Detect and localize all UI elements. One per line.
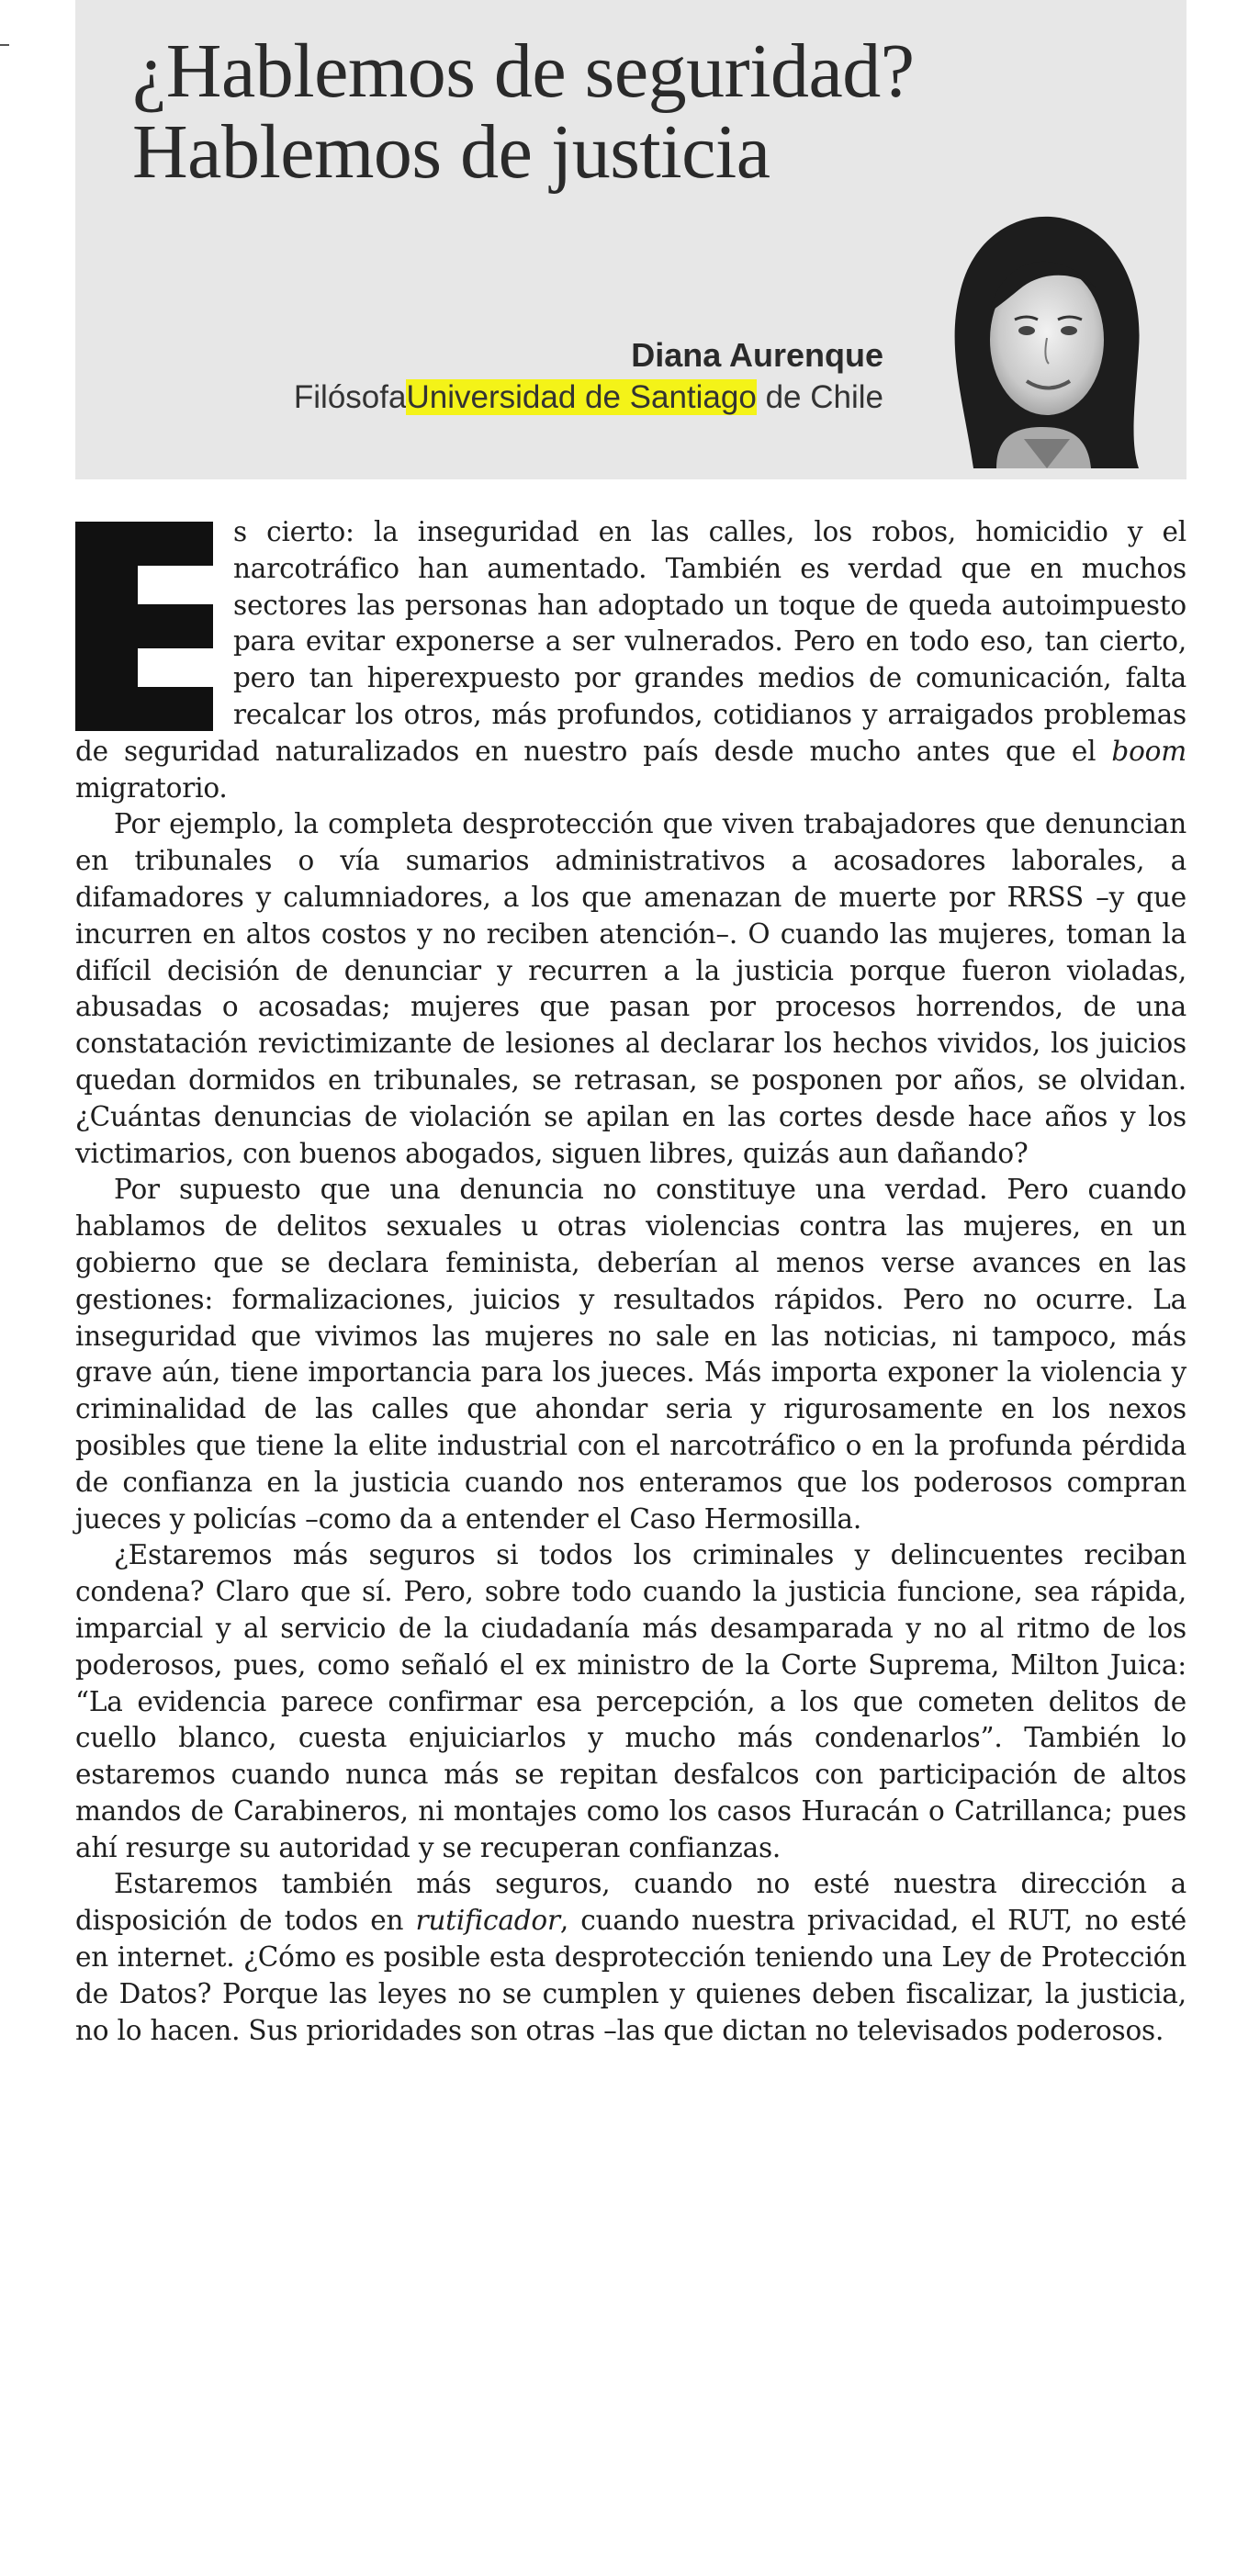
- author-role-suffix: de Chile: [765, 379, 883, 415]
- paragraph-5-italic: rutificador: [415, 1905, 560, 1937]
- paragraph-1: [75, 514, 1186, 806]
- paragraph-2: Por ejemplo, la completa desprotección que viven trabajadores que denuncian en tribunales o vía sumarios administrativos a acosadores laborales, a difamadores y calumniadores, a los que amenazan de muerte por RRSS –y que incurren en altos costos y no reciben atención–. O cuando las mujeres, toman la difícil decisión de denunciar y recurren a la justicia porque fueron violadas, abusadas o acosadas; mujeres que pasan por procesos horrendos, de una constatación revictimizante de lesiones al declarar los hechos vividos, los juicios quedan dormidos en tribunales, se retrasan, se posponen por años, se olvidan. ¿Cuántas denuncias de violación se apilan en las cortes desde hace años y los victimarios, con buenos abogados, siguen libres, quizás aun dañando?: [75, 808, 1186, 1169]
- paragraph-1-end: migratorio.: [75, 771, 228, 804]
- author-portrait: [909, 202, 1175, 468]
- paragraph-3: Por supuesto que una denuncia no constituye una verdad. Pero cuando hablamos de delitos sexuales u otras violencias contra las mujeres, en un gobierno que se declara feminista, deberían al menos verse avances en las gestiones: formalizaciones, juicios y resultados rápidos. Pero no ocurre. La inseguridad que vivimos las mujeres no sale en las noticias, ni tampoco, más grave aún, tiene importancia para los jueces. Más importa exponer la violencia y criminalidad de las calles que ahondar seria y rigurosamente en los nexos posibles que tiene la elite industrial con el narcotráfico o en la profunda pérdida de confianza en la justicia cuando nos enteramos que los poderosos compran jueces y policías –como da a entender el Caso Hermosilla.: [75, 1174, 1186, 1535]
- dropcap-e: [75, 522, 213, 731]
- paragraph-5-start: Estaremos también más seguros, cuando no esté nuestra dirección a disposición de todos en: [75, 1868, 1186, 1937]
- page-edge-mark: [0, 44, 9, 46]
- article-header: [75, 0, 1186, 479]
- title-line-1: ¿Hablemos de seguridad?: [132, 28, 915, 114]
- author-role: [294, 379, 883, 416]
- author-role-prefix: Filósofa: [293, 379, 407, 415]
- dropcap-notch-bottom: [138, 648, 213, 687]
- paragraph-4: ¿Estaremos más seguros si todos los criminales y delincuentes reciban condena? Claro que sí. Pero, sobre todo cuando la justicia funcione, sea rápida, imparcial y al servicio de la ciudadanía más desamparada y no al ritmo de los poderosos, pues, como señaló el ex ministro de la Corte Suprema, Milton Juica: “La evidencia parece confirmar esa percepción, a los que cometen delitos de cuello blanco, cuesta enjuiciarlos y mucho más condenarlos”. También lo estaremos cuando nunca más se repitan desfalcos con participación de altos mandos de Carabineros, ni montajes como los casos Huracán o Catrillanca; pues ahí resurge su autoridad y se recuperan confianzas.: [75, 1539, 1186, 1863]
- paragraph-5-end: , cuando nuestra privacidad, el RUT, no esté en internet. ¿Cómo es posible esta desprotección teniendo una Ley de Protección de Datos? Porque las leyes no se cumplen y quienes deben fiscalizar, la justicia, no lo hacen. Sus prioridades son otras –las que dictan no televisados poderosos.: [75, 1905, 1186, 2046]
- article-title: [132, 28, 959, 195]
- dropcap-notch-top: [138, 566, 213, 604]
- paragraph-5: [75, 1866, 1186, 2049]
- paragraph-1-italic: boom: [1111, 735, 1186, 767]
- highlighted-university: Universidad de Santiago: [406, 379, 757, 415]
- paragraph-1-text: s cierto: la inseguridad en las calles, los robos, homicidio y el narcotráfico han aumentado. También es verdad que en muchos sectores las personas han adoptado un toque de queda autoimpuesto para evitar exponerse a ser vulnerados. Pero en todo eso, tan cierto, pero tan hiperexpuesto por grandes medios de comunicación, falta recalcar los otros, más profundos, cotidianos y arraigados problemas de seguridad naturalizados en nuestro país desde mucho antes que el: [75, 516, 1186, 767]
- author-name: Diana Aurenque: [631, 336, 883, 374]
- article-body: [75, 514, 1186, 2049]
- title-line-2: Hablemos de justicia: [132, 109, 770, 195]
